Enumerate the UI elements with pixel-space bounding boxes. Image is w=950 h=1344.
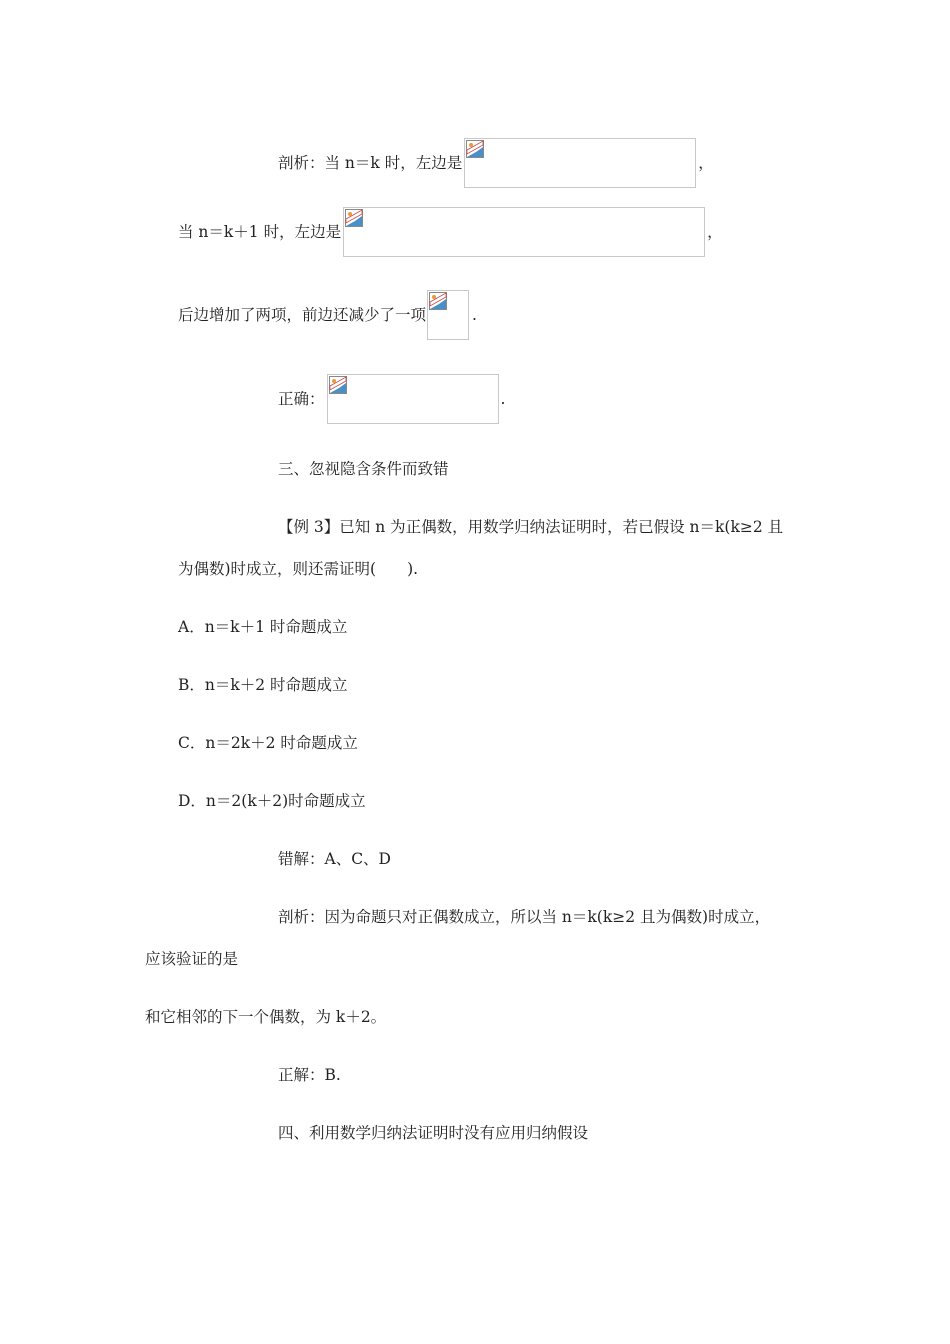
formula-image-4 [327,374,499,424]
correct-line-1-text: 正确： [278,390,325,408]
analysis-line-2-suffix: ， [707,223,723,241]
analysis-line-1-text: 剖析：当 n＝k 时，左边是 [278,154,463,172]
analysis-line-3 [178,290,477,340]
option-d: D．n＝2(k＋2)时命题成立 [178,792,366,810]
analysis-line-3-suffix: . [472,306,477,324]
analysis-2-line-2: 应该验证的是 [145,950,239,968]
correct-line-1 [278,374,505,424]
example3-line-2: 为偶数)时成立，则还需证明( ). [178,560,419,578]
option-a: A．n＝k＋1 时命题成立 [178,618,348,636]
analysis-line-1 [278,138,714,188]
analysis-2-line-3: 和它相邻的下一个偶数，为 k＋2。 [145,1008,387,1026]
analysis-line-2-text: 当 n＝k＋1 时，左边是 [178,223,342,241]
section-heading-3: 三、忽视隐含条件而致错 [278,460,449,478]
formula-image-3 [427,290,469,340]
option-b: B．n＝k＋2 时命题成立 [178,676,348,694]
section-heading-4: 四、利用数学归纳法证明时没有应用归纳假设 [278,1124,589,1142]
formula-image-2 [343,207,705,257]
broken-image-icon [345,209,363,227]
analysis-line-3-text: 后边增加了两项，前边还减少了一项 [178,306,427,324]
formula-image-1 [464,138,696,188]
analysis-2-line-1: 剖析：因为命题只对正偶数成立，所以当 n＝k(k≥2 且为偶数)时成立， [278,908,771,926]
broken-image-icon [429,292,447,310]
option-c: C．n＝2k＋2 时命题成立 [178,734,358,752]
analysis-line-1-suffix: ， [698,154,714,172]
example3-line-1: 【例 3】已知 n 为正偶数，用数学归纳法证明时，若已假设 n＝k(k≥2 且 [278,518,784,536]
correct-solution: 正解：B. [278,1066,341,1084]
wrong-solution: 错解：A、C、D [278,850,391,868]
broken-image-icon [466,140,484,158]
correct-line-1-suffix: . [500,390,506,408]
broken-image-icon [329,376,347,394]
analysis-line-2 [178,207,723,257]
